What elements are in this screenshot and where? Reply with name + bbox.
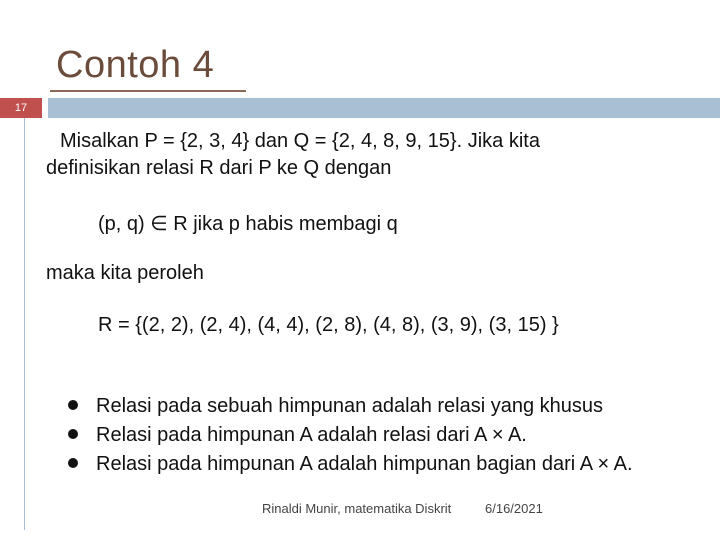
bullet-dot-icon: [68, 400, 78, 410]
footer-author: Rinaldi Munir, matematika Diskrit: [262, 501, 452, 516]
body-line-3: maka kita peroleh: [46, 262, 204, 284]
body-line-1: Misalkan P = {2, 3, 4} dan Q = {2, 4, 8, 9, 15}. Jika kita: [60, 130, 540, 152]
bullet-dot-icon: [68, 429, 78, 439]
bullet-dot-icon: [68, 458, 78, 468]
bullet-item: [68, 450, 633, 479]
footer-date: 6/16/2021: [485, 501, 543, 516]
relation-result: R = {(2, 2), (2, 4), (4, 4), (2, 8), (4, 8), (3, 9), (3, 15) }: [98, 314, 559, 336]
bullet-text: Relasi pada himpunan A adalah relasi dari A × A.: [96, 424, 527, 446]
bullet-text: Relasi pada sebuah himpunan adalah relasi yang khusus: [96, 395, 604, 417]
slide-title: Contoh 4: [56, 44, 215, 86]
bullet-item: [68, 392, 633, 421]
bullet-text: Relasi pada himpunan A adalah himpunan bagian dari A × A.: [96, 453, 633, 475]
body-line-2: definisikan relasi R dari P ke Q dengan: [46, 157, 392, 179]
bullet-item: [68, 421, 633, 450]
bullet-list: [68, 392, 633, 479]
slide-number: 17: [0, 98, 42, 118]
relation-definition: (p, q) ∈ R jika p habis membagi q: [98, 213, 398, 235]
